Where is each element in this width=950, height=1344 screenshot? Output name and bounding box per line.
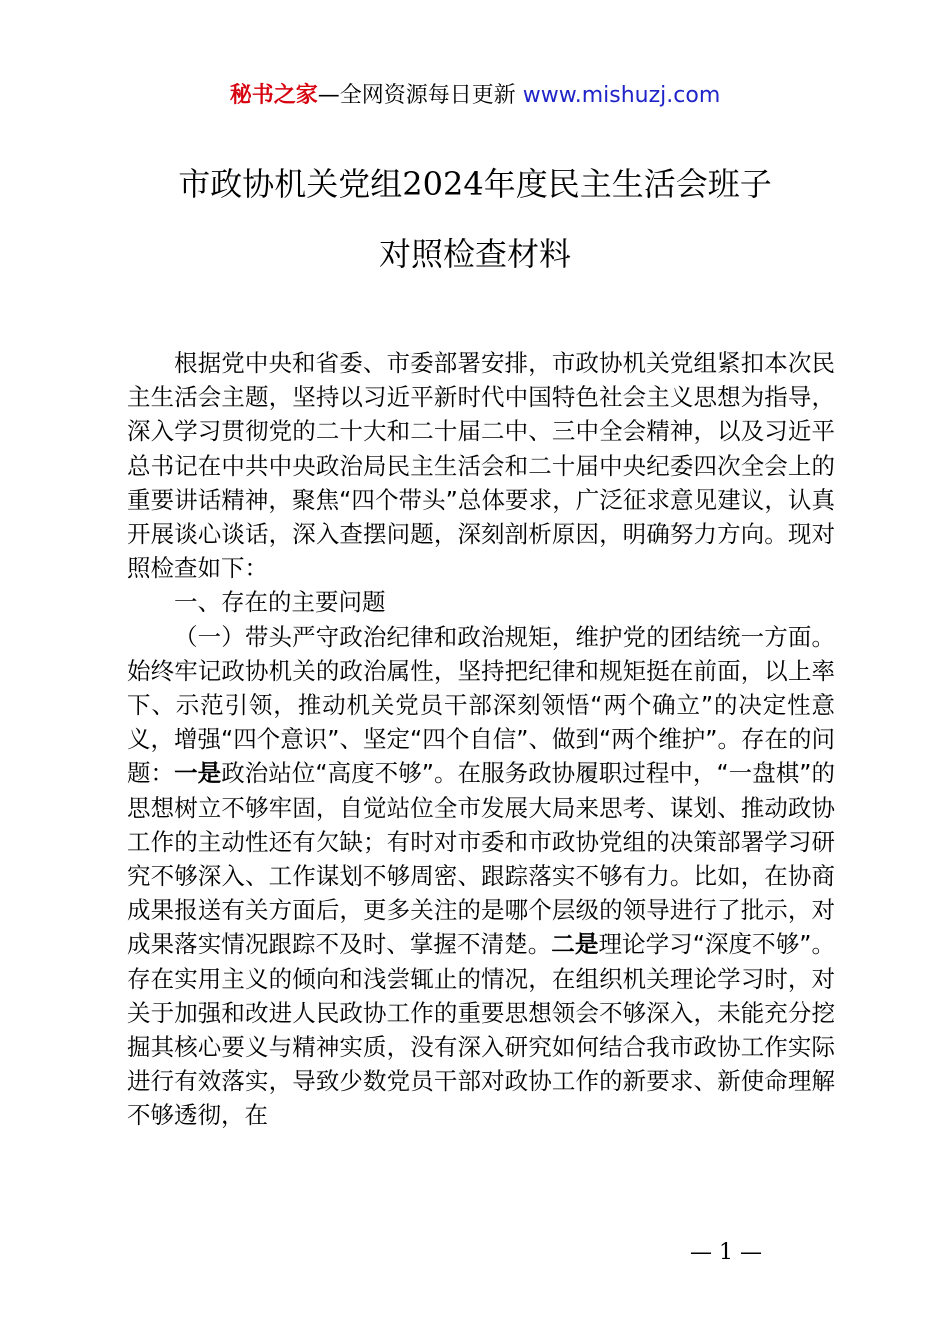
banner-slogan: —全网资源每日更新 — [317, 83, 523, 108]
paragraph-text: 理论学习“深度不够”。存在实用主义的倾向和浅尝辄止的情况，在组织机关理论学习时，对关于加强和改进人民政协工作的重要思想领会不够深入，未能充分挖掘其核心要义与精神实质，没有深入研究如何结合我市政协工作实际进行有效落实，导致少数党员干部对政协工作的新要求、新使命理解不够透彻，在 — [127, 930, 836, 1130]
bold-marker-second: 二是 — [551, 930, 599, 959]
intro-paragraph: 根据党中央和省委、市委部署安排，市政协机关党组紧扣本次民主生活会主题，坚持以习近平新时代中国特色社会主义思想为指导，深入学习贯彻党的二十大和二十届二中、三中全会精神，以及习近平总书记在中共中央政治局民主生活会和二十届中央纪委四次全会上的重要讲话精神，聚焦“四个带头”总体要求，广泛征求意见建议，认真开展谈心谈话，深入查摆问题，深刻剖析原因，明确努力方向。现对照检查如下： — [127, 349, 835, 583]
document-body — [127, 346, 835, 1133]
body-paragraph — [127, 620, 835, 1133]
document-title-line-1: 市政协机关党组2024年度民主生活会班子 — [178, 165, 772, 203]
banner-brand: 秘书之家 — [229, 83, 318, 108]
page-number: — 1 — — [690, 1240, 762, 1265]
paragraph-text: 政治站位“高度不够”。在服务政协履职过程中，“一盘棋”的思想树立不够牢固，自觉站位全市发展大局来思考、谋划、推动政协工作的主动性还有欠缺；有时对市委和市政协党组的决策部署学习研究不够深入、工作谋划不够周密、跟踪落实不够有力。比如，在协商成果报送有关方面后，更多关注的是哪个层级的领导进行了批示，对成果落实情况跟踪不及时、掌握不清楚。 — [127, 759, 836, 959]
banner-url-link[interactable]: www.mishuzj.com — [522, 83, 721, 108]
site-banner — [0, 80, 950, 112]
document-title-line-2: 对照检查材料 — [378, 235, 571, 273]
paragraph-text: （一）带头严守政治纪律和政治规矩，维护党的团结统一方面。始终牢记政协机关的政治属性，坚持把纪律和规矩挺在前面，以上率下、示范引领，推动机关党员干部深刻领悟“两个确立”的决定性意义，增强“四个意识”、坚定“四个自信”、做到“两个维护”。存在的问题： — [127, 622, 835, 788]
bold-marker-first: 一是 — [174, 759, 222, 788]
section-heading: 一、存在的主要问题 — [174, 588, 386, 617]
